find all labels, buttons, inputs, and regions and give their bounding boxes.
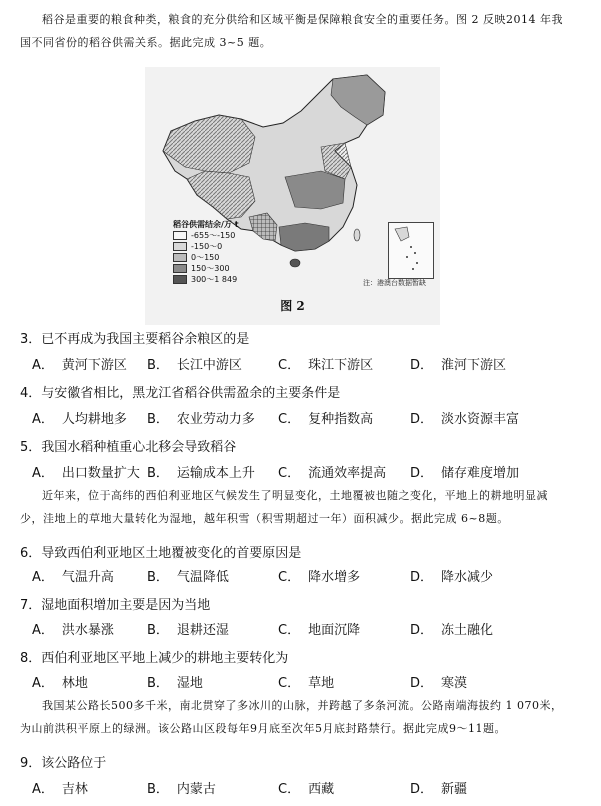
question-8-options [32,672,592,692]
q3-option-d[interactable]: D． 淮河下游区 [410,358,507,373]
q6-option-a[interactable]: A． 气温升高 [32,570,114,585]
question-9-options [32,778,592,798]
question-7-options [32,619,592,639]
south-china-sea-inset [388,222,434,279]
legend-swatch-5 [173,275,187,284]
q3-option-b[interactable]: B． 长江中游区 [147,358,242,373]
hainan-island [290,259,300,267]
q4-option-d[interactable]: D． 淡水资源丰富 [410,412,520,427]
rice-supply-map-figure [145,67,440,325]
q8-option-b[interactable]: B． 湿地 [147,676,203,691]
question-5-stem: 5．我国水稻种植重心北移会导致稻谷 [20,440,237,455]
inset-islands [389,223,433,278]
q6-option-b[interactable]: B． 气温降低 [147,570,229,585]
question-5-options [32,462,592,482]
q8-option-d[interactable]: D． 寒漠 [410,676,468,691]
legend-swatch-3 [173,253,187,262]
q9-option-c[interactable]: C． 西藏 [278,782,335,797]
q6-option-d[interactable]: D． 降水减少 [410,570,494,585]
question-4-stem: 4．与安徽省相比，黑龙江省稻谷供需盈余的主要条件是 [20,386,341,401]
region-tibet [187,171,255,219]
q9-option-b[interactable]: B． 内蒙古 [147,782,216,797]
map-note: 注：港澳台数据暂缺 [363,279,426,287]
question-6-options [32,566,592,586]
q7-option-d[interactable]: D． 冻土融化 [410,623,494,638]
legend-swatch-1 [173,231,187,240]
taiwan-island [354,229,360,241]
q8-option-c[interactable]: C． 草地 [278,676,335,691]
question-4-options [32,408,592,428]
question-3-stem: 3．已不再成为我国主要稻谷余粮区的是 [20,332,250,347]
q3-option-c[interactable]: C． 珠江下游区 [278,358,374,373]
region-south [279,223,329,251]
q9-option-d[interactable]: D． 新疆 [410,782,468,797]
question-8-stem: 8．西伯利亚地区平地上减少的耕地主要转化为 [20,651,289,666]
q4-option-a[interactable]: A． 人均耕地多 [32,412,127,427]
q5-option-b[interactable]: B． 运输成本上升 [147,466,255,481]
q6-option-c[interactable]: C． 降水增多 [278,570,361,585]
map-legend: 稻谷供需结余/万 t -655～-150 -150～0 0～150 150～300 300～1 849 [173,220,239,284]
figure-caption: 图 2 [280,299,305,313]
question-6-stem: 6．导致西伯利亚地区土地覆被变化的首要原因是 [20,546,302,561]
q7-option-a[interactable]: A． 洪水暴涨 [32,623,114,638]
intro-passage-highway: 我国某公路长500多千米，南北贯穿了多冰川的山脉，并跨越了多条河流。公路南端海拔约 1 070米， 为山前洪积平原上的绿洲。该公路山区段每年9月底至次年5月底封路禁行。据此完成9～11题。 [20,699,563,735]
q5-option-d[interactable]: D． 储存难度增加 [410,466,520,481]
q5-option-c[interactable]: C． 流通效率提高 [278,466,387,481]
legend-swatch-4 [173,264,187,273]
legend-swatch-2 [173,242,187,251]
question-9-stem: 9．该公路位于 [20,756,107,771]
question-3-options [32,354,592,374]
q3-option-a[interactable]: A． 黄河下游区 [32,358,127,373]
q4-option-c[interactable]: C． 复种指数高 [278,412,374,427]
q8-option-a[interactable]: A． 林地 [32,676,88,691]
q7-option-b[interactable]: B． 退耕还湿 [147,623,229,638]
question-7-stem: 7．湿地面积增加主要是因为当地 [20,598,211,613]
q5-option-a[interactable]: A． 出口数量扩大 [32,466,140,481]
q4-option-b[interactable]: B． 农业劳动力多 [147,412,255,427]
q7-option-c[interactable]: C． 地面沉降 [278,623,361,638]
intro-passage-rice: 稻谷是重要的粮食种类，粮食的充分供给和区域平衡是保障粮食安全的重要任务。图 2 反映2014 年我 国不同省份的稻谷供需关系。据此完成 3~5 题。 [20,13,563,49]
intro-passage-siberia: 近年来，位于高纬的西伯利亚地区气候发生了明显变化，土地覆被也随之变化，平地上的耕地明显减 少，洼地上的草地大量转化为湿地，越年积雪（积雪期超过一年）面积减少。据此完成 6~8题。 [20,489,548,525]
q9-option-a[interactable]: A． 吉林 [32,782,88,797]
region-central [285,171,345,209]
